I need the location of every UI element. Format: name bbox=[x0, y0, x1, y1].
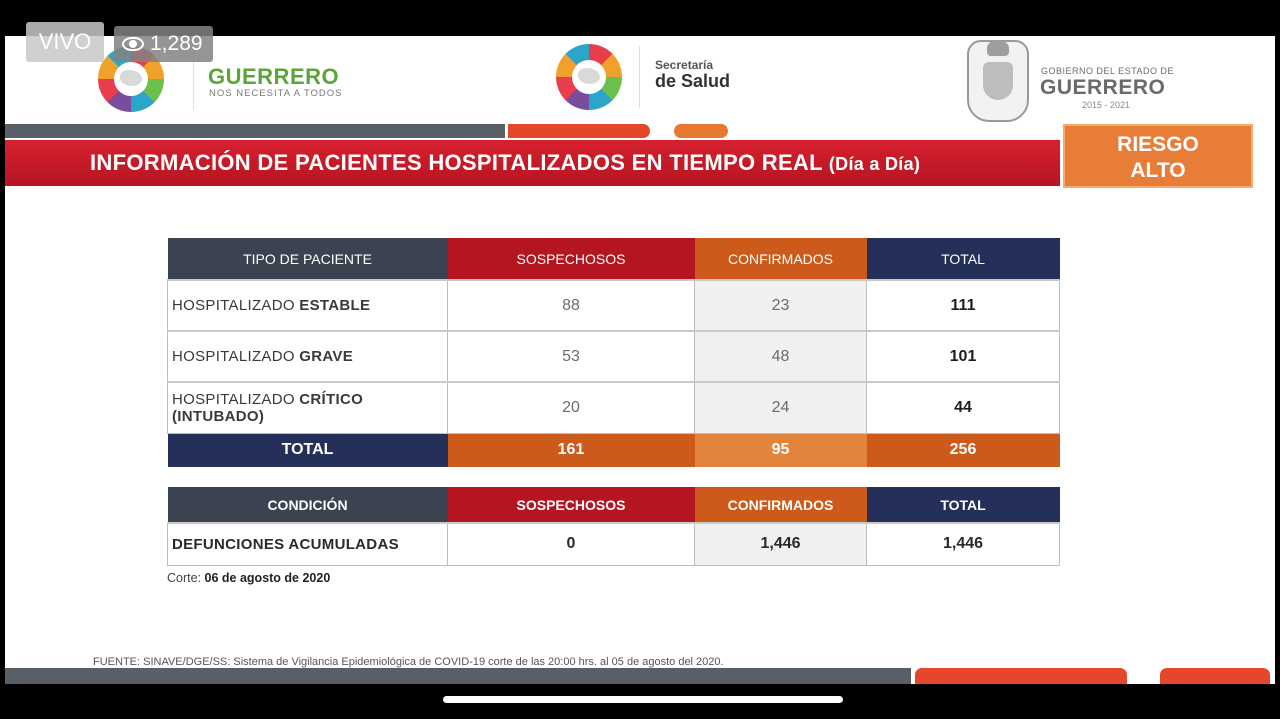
live-badge: VIVO bbox=[26, 22, 104, 62]
risk-badge bbox=[1063, 124, 1253, 188]
table-header-row bbox=[168, 487, 1060, 523]
state-seal-icon bbox=[967, 40, 1029, 122]
risk-badge-line2: ALTO bbox=[1130, 159, 1186, 182]
footer-bar-red bbox=[915, 668, 1127, 684]
header-total: TOTAL bbox=[867, 487, 1060, 523]
row-label: DEFUNCIONES ACUMULADAS bbox=[168, 523, 448, 565]
row-label-text: HOSPITALIZADO bbox=[172, 297, 300, 314]
totals-total: 256 bbox=[867, 433, 1060, 467]
row-label-text: HOSPITALIZADO bbox=[172, 390, 300, 408]
deaths-table bbox=[167, 487, 1060, 566]
cell-total: 44 bbox=[867, 382, 1060, 433]
home-indicator[interactable] bbox=[443, 696, 843, 703]
header-sospechosos: SOSPECHOSOS bbox=[448, 238, 695, 280]
page-title-sub: (Día a Día) bbox=[828, 154, 921, 174]
decor-bar-orange bbox=[674, 124, 728, 138]
row-label-bold: ESTABLE bbox=[299, 297, 371, 314]
guerrero-logo-tagline: NOS NECESITA A TODOS bbox=[209, 88, 343, 99]
cell-total: 111 bbox=[867, 280, 1060, 331]
cell-sospechosos: 20 bbox=[448, 382, 695, 433]
decor-bar-red bbox=[508, 124, 650, 138]
gobierno-logo-years: 2015 - 2021 bbox=[1082, 100, 1131, 110]
cell-sospechosos: 0 bbox=[448, 523, 695, 565]
guerrero-logo-word: GUERRERO bbox=[208, 64, 340, 89]
cell-confirmados: 48 bbox=[695, 331, 867, 382]
header-total: TOTAL bbox=[867, 238, 1060, 280]
cutoff-value: 06 de agosto de 2020 bbox=[204, 571, 331, 585]
gobierno-logo-line1: GOBIERNO DEL ESTADO DE bbox=[1041, 66, 1175, 76]
footer-bar-gray bbox=[5, 668, 911, 684]
table-header-row bbox=[168, 238, 1060, 280]
cell-confirmados: 1,446 bbox=[695, 523, 867, 565]
row-label bbox=[168, 331, 448, 382]
cutoff-prefix: Corte: bbox=[167, 571, 202, 585]
row-label bbox=[168, 280, 448, 331]
totals-row bbox=[168, 433, 1060, 467]
slide bbox=[5, 36, 1275, 684]
cell-confirmados: 24 bbox=[695, 382, 867, 433]
viewer-count-value: 1,289 bbox=[150, 32, 203, 55]
header-tipo: TIPO DE PACIENTE bbox=[168, 238, 448, 280]
footer-bar-red-2 bbox=[1160, 668, 1270, 684]
risk-badge-line1: RIESGO bbox=[1117, 133, 1199, 156]
totals-sospechosos: 161 bbox=[448, 433, 695, 467]
table-row bbox=[168, 382, 1060, 433]
cell-total: 1,446 bbox=[867, 523, 1060, 565]
cell-total: 101 bbox=[867, 331, 1060, 382]
header-sospechosos: SOSPECHOSOS bbox=[448, 487, 695, 523]
decor-bar-gray bbox=[5, 124, 505, 138]
totals-confirmados: 95 bbox=[695, 433, 867, 467]
row-label-text: HOSPITALIZADO bbox=[172, 348, 300, 365]
gobierno-logo-line2: GUERRERO bbox=[1040, 76, 1166, 99]
viewer-count bbox=[114, 26, 213, 62]
page-title bbox=[5, 140, 1060, 186]
row-label bbox=[168, 382, 448, 433]
page-title-main: INFORMACIÓN DE PACIENTES HOSPITALIZADOS EN TIEMPO REAL bbox=[90, 150, 823, 175]
logo-divider bbox=[639, 46, 640, 108]
cell-confirmados: 23 bbox=[695, 280, 867, 331]
totals-label: TOTAL bbox=[168, 433, 448, 467]
table-row bbox=[168, 280, 1060, 331]
row-label-bold-2: (INTUBADO) bbox=[172, 407, 265, 425]
salud-logo-line1: Secretaría bbox=[655, 58, 714, 72]
eye-icon bbox=[122, 37, 144, 51]
table-row bbox=[168, 331, 1060, 382]
cell-sospechosos: 88 bbox=[448, 280, 695, 331]
row-label-bold: GRAVE bbox=[299, 348, 354, 365]
cutoff-date bbox=[167, 571, 330, 585]
hospitalized-table bbox=[167, 238, 1060, 467]
row-label-bold: CRÍTICO bbox=[299, 390, 364, 408]
header-confirmados: CONFIRMADOS bbox=[695, 238, 867, 280]
header-confirmados: CONFIRMADOS bbox=[695, 487, 867, 523]
salud-ring-logo-icon bbox=[556, 44, 622, 110]
salud-logo-line2: de Salud bbox=[655, 71, 731, 91]
header-condicion: CONDICIÓN bbox=[168, 487, 448, 523]
table-row bbox=[168, 523, 1060, 565]
source-note: FUENTE: SINAVE/DGE/SS: Sistema de Vigilancia Epidemiológica de COVID-19 corte de las 20:00 hrs. al 05 de agosto del 2020. bbox=[93, 656, 724, 668]
cell-sospechosos: 53 bbox=[448, 331, 695, 382]
